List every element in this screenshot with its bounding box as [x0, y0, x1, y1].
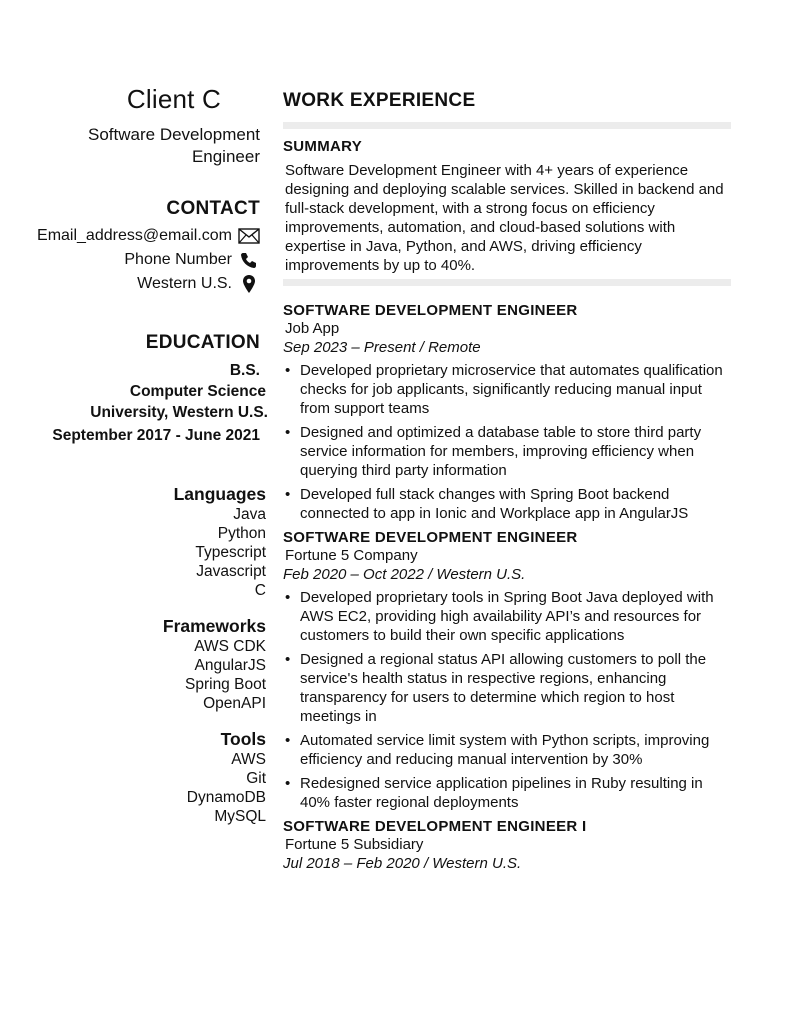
education-major: Computer Science [129, 383, 266, 400]
envelope-icon [238, 227, 260, 245]
language-item: Typescript [195, 544, 266, 561]
job-title: SOFTWARE DEVELOPMENT ENGINEER [283, 529, 578, 546]
job-entry [283, 302, 731, 523]
contact-location-text: Western U.S. [137, 275, 232, 292]
contact-phone-text: Phone Number [124, 251, 232, 268]
job-bullets [283, 588, 731, 812]
education-dates: September 2017 - June 2021 [52, 427, 260, 444]
education-school: University, Western U.S. [90, 404, 268, 421]
summary-heading: SUMMARY [283, 138, 363, 155]
job-bullet: • Developed full stack changes with Spring Boot backend connected to app in Ionic and Workplace app in AngularJS [283, 485, 731, 523]
frameworks-heading: Frameworks [162, 616, 266, 636]
section-divider [283, 279, 731, 286]
contact-phone[interactable] [20, 248, 260, 272]
job-company: Fortune 5 Company [285, 547, 418, 564]
tool-item: MySQL [214, 808, 266, 825]
job-dates: Jul 2018 – Feb 2020 / Western U.S. [283, 855, 522, 872]
tool-item: Git [246, 770, 266, 787]
job-bullet: • Designed a regional status API allowing customers to poll the service's health status in respective regions, enhancing transparency for users to determine which region to host meetings in [283, 650, 731, 726]
job-bullets [283, 361, 731, 523]
education-heading: EDUCATION [145, 332, 260, 353]
job-entry [283, 529, 731, 812]
headline-line-2: Engineer [191, 147, 260, 166]
language-item: Javascript [196, 563, 266, 580]
language-item: Python [217, 525, 266, 542]
job-bullet: • Redesigned service application pipelines in Ruby resulting in 40% faster regional deployments [283, 774, 731, 812]
job-company: Fortune 5 Subsidiary [285, 836, 424, 853]
client-name: Client C [126, 84, 221, 114]
section-divider [283, 122, 731, 129]
job-bullet: • Developed proprietary microservice that automates qualification checks for job applicants, significantly reducing manual input from support teams [283, 361, 731, 418]
tool-item: DynamoDB [186, 789, 266, 806]
contact-heading: CONTACT [166, 198, 260, 219]
job-entry [283, 818, 731, 873]
framework-item: Spring Boot [185, 676, 266, 693]
job-bullet: • Designed and optimized a database table to store third party service information for members, improving efficiency when querying third party information [283, 423, 731, 480]
work-experience-heading: WORK EXPERIENCE [283, 90, 476, 111]
framework-item: AWS CDK [194, 638, 266, 655]
job-title: SOFTWARE DEVELOPMENT ENGINEER [283, 302, 578, 319]
education-degree: B.S. [229, 362, 260, 379]
job-dates: Sep 2023 – Present / Remote [283, 339, 481, 356]
contact-location[interactable] [20, 272, 260, 296]
job-title: SOFTWARE DEVELOPMENT ENGINEER I [283, 818, 587, 835]
right-column [283, 90, 731, 873]
job-dates: Feb 2020 – Oct 2022 / Western U.S. [283, 566, 526, 583]
contact-email[interactable] [20, 224, 260, 248]
left-column [20, 84, 268, 826]
language-item: C [254, 582, 266, 599]
phone-icon [238, 251, 260, 269]
framework-item: AngularJS [194, 657, 266, 674]
location-pin-icon [238, 275, 260, 293]
job-company: Job App [285, 320, 340, 337]
contact-email-text: Email_address@email.com [37, 227, 232, 244]
languages-heading: Languages [173, 484, 266, 504]
tool-item: AWS [231, 751, 266, 768]
job-bullet: • Developed proprietary tools in Spring Boot Java deployed with AWS EC2, providing high availability API’s and resources for customers to build their own specific applications [283, 588, 731, 645]
job-title-headline [20, 124, 260, 168]
summary-text: Software Development Engineer with 4+ years of experience designing and deploying scalable services. Skilled in backend and full-stack development, with a strong focus on efficiency improvements, automation, and cloud-based solutions with expertise in Java, Python, and AWS, driving efficiency improvements by up to 40%. [285, 162, 724, 274]
job-bullet: • Automated service limit system with Python scripts, improving efficiency and reducing manual intervention by 30% [283, 731, 731, 769]
headline-line-1: Software Development [88, 125, 260, 144]
framework-item: OpenAPI [203, 695, 266, 712]
tools-heading: Tools [220, 729, 266, 749]
language-item: Java [233, 506, 266, 523]
contact-list [20, 224, 268, 296]
